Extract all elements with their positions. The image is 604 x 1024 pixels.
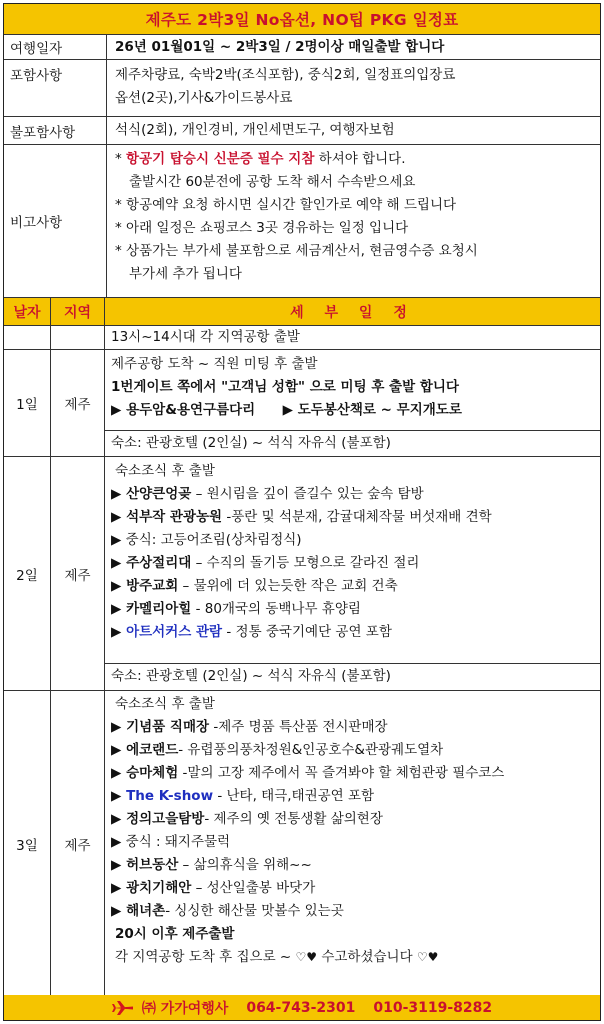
period-value: 26년 01월01일 ~ 2박3일 / 2명이상 매일출발 합니다 xyxy=(115,39,445,55)
day3-item-8-name: ▶ 광치기해안 xyxy=(111,880,192,896)
excluded-row xyxy=(4,117,600,145)
day3-item-5-desc: - 제주의 옛 전통생활 삶의현장 xyxy=(204,811,383,827)
company-name: ㈜ 가가여행사 xyxy=(141,1000,229,1017)
excluded-label: 불포함사항 xyxy=(4,117,107,144)
day3-kshow-line xyxy=(111,785,600,808)
day3-end-text: 각 지역공항 도착 후 집으로 ~ xyxy=(115,949,296,965)
day1-spot-b: ▶ 도두봉산책로 ~ 무지개도로 xyxy=(282,402,462,418)
day2-art-name: 아트서커스 관람 xyxy=(126,624,223,640)
note-2: 출발시간 60분전에 공항 도착 해서 수속받으세요 xyxy=(129,174,416,190)
day3-item-1-desc: -제주 명품 특산품 전시판매장 xyxy=(209,719,388,735)
day3-item-5-name: ▶ 정의고을탐방 xyxy=(111,811,205,827)
note-4: * 아래 일정은 쇼핑코스 3곳 경유하는 일정 입니다 xyxy=(115,220,409,236)
day2-line-1: 숙소조식 후 출발 xyxy=(115,463,215,479)
day3-item-9-desc: - 싱싱한 해산물 맛볼수 있는곳 xyxy=(165,903,344,919)
day3-item-1-name: ▶ 기념품 직매장 xyxy=(111,719,210,735)
note-1-highlight: 항공기 탑승시 신분증 필수 지참 xyxy=(126,151,315,167)
day2-item-3-desc: ▶ 중식: 고등어조림(상차림정식) xyxy=(111,532,302,548)
phone-1: 064-743-2301 xyxy=(246,999,356,1016)
included-row xyxy=(4,60,600,117)
day3-depart: 20시 이후 제주출발 xyxy=(115,926,235,942)
day1-pre: 13시~14시대 각 지역공항 출발 xyxy=(111,329,300,345)
excluded-value: 석식(2회), 개인경비, 개인세면도구, 여행자보험 xyxy=(115,122,395,138)
day3-item-2-desc: - 유렵풍의풍차정원&인공호수&관광궤도열차 xyxy=(178,742,444,758)
day2-item xyxy=(111,506,600,529)
day2-item-2-desc: -풍란 및 석분재, 감귤대체작물 버섯재배 견학 xyxy=(222,509,492,525)
day2-content xyxy=(105,460,600,644)
period-label: 여행일자 xyxy=(4,35,107,59)
day2-item-5-desc: – 물위에 더 있는듯한 작은 교회 건축 xyxy=(178,578,398,594)
day3-label: 3일 xyxy=(4,691,51,996)
day3-item xyxy=(111,831,600,854)
notes-label: 비고사항 xyxy=(4,145,107,297)
day3-end xyxy=(111,946,600,969)
note-5: * 상품가는 부가세 불포함으로 세금계산서, 현금영수증 요청시 xyxy=(115,243,478,259)
day3-row xyxy=(4,691,600,997)
day2-item xyxy=(111,529,600,552)
day2-item-6-desc: - 80개국의 동백나무 휴양림 xyxy=(191,601,361,617)
footer-contact xyxy=(4,995,600,1020)
day3-item xyxy=(111,762,600,785)
day2-label: 2일 xyxy=(4,457,51,690)
day3-end-thanks: 수고하셨습니다 xyxy=(317,949,417,965)
day3-item xyxy=(111,716,600,739)
note-3: * 항공예약 요청 하시면 실시간 할인가로 예약 해 드립니다 xyxy=(115,197,457,213)
included-line-1: 제주차량료, 숙박2박(조식포함), 중식2회, 일정표의입장료 xyxy=(115,67,456,83)
day2-item-4-name: ▶ 주상절리대 xyxy=(111,555,192,571)
day3-kshow-arrow: ▶ xyxy=(111,788,127,804)
itinerary-sheet xyxy=(3,3,601,1021)
day3-item xyxy=(111,900,600,923)
day3-line-1: 숙소조식 후 출발 xyxy=(115,696,215,712)
day3-region: 제주 xyxy=(51,691,105,996)
heart-icon: ♡♥ xyxy=(416,950,439,964)
day3-item xyxy=(111,808,600,831)
heart-icon: ♡♥ xyxy=(295,950,318,964)
header-region: 지역 xyxy=(51,298,105,325)
period-row xyxy=(4,35,600,60)
day2-art-arrow: ▶ xyxy=(111,624,127,640)
phone-2: 010-3119-8282 xyxy=(373,999,493,1016)
day3-item-7-name: ▶ 허브동산 xyxy=(111,857,179,873)
header-detail: 세 부 일 정 xyxy=(290,304,415,321)
pre-day-cell xyxy=(4,326,51,349)
day3-item-9-name: ▶ 해녀촌 xyxy=(111,903,166,919)
day2-row xyxy=(4,457,600,691)
included-line-2: 옵션(2곳),기사&가이드봉사료 xyxy=(115,90,293,106)
day2-art-desc: - 정통 중국기예단 공연 포함 xyxy=(222,624,392,640)
day2-item-2-name: ▶ 석부작 관광농원 xyxy=(111,509,223,525)
day3-item xyxy=(111,739,600,762)
note-1 xyxy=(115,148,600,171)
day2-item xyxy=(111,483,600,506)
day3-item xyxy=(111,854,600,877)
pre-departure-row xyxy=(4,326,600,350)
day1-region: 제주 xyxy=(51,350,105,456)
header-day: 날자 xyxy=(4,298,51,325)
day2-item xyxy=(111,598,600,621)
included-content xyxy=(107,60,600,116)
day3-item-6-desc: ▶ 중식 : 돼지주물럭 xyxy=(111,834,231,850)
pre-region-cell xyxy=(51,326,105,349)
note-1-rest: 하셔야 합니다. xyxy=(314,151,406,167)
note-6: 부가세 추가 됩니다 xyxy=(129,266,242,282)
day2-item-1-desc: – 원시림을 깊이 즐길수 있는 숲속 탐방 xyxy=(191,486,424,502)
day3-item xyxy=(111,877,600,900)
day3-item-2-name: ▶ 에코랜드 xyxy=(111,742,179,758)
day3-kshow-name: The K-show xyxy=(126,788,214,804)
day2-item-5-name: ▶ 방주교회 xyxy=(111,578,179,594)
airplane-icon xyxy=(112,1000,134,1016)
day2-item xyxy=(111,575,600,598)
day1-row xyxy=(4,350,600,457)
day3-content xyxy=(105,693,600,969)
day1-line-3 xyxy=(111,399,600,422)
day2-item xyxy=(111,552,600,575)
day2-item-1-name: ▶ 산양큰엉곶 xyxy=(111,486,192,502)
day3-item-3-name: ▶ 승마체험 xyxy=(111,765,179,781)
day3-kshow-desc: - 난타, 태극,태권공연 포함 xyxy=(213,788,375,804)
notes-row xyxy=(4,145,600,298)
page-title: 제주도 2박3일 No옵션, NO팁 PKG 일정표 xyxy=(4,4,600,35)
day2-region: 제주 xyxy=(51,457,105,690)
day2-stay: 숙소: 관광호텔 (2인실) ~ 석식 자유식 (불포함) xyxy=(105,663,600,690)
day2-art-line xyxy=(111,621,600,644)
day3-item-3-desc: -말의 고장 제주에서 꼭 즐겨봐야 할 체험관광 필수코스 xyxy=(178,765,505,781)
schedule-header xyxy=(4,298,600,326)
day1-spot-a: ▶ 용두암&용연구름다리 xyxy=(111,402,256,418)
day1-line-1: 제주공항 도착 ~ 직원 미팅 후 출발 xyxy=(111,356,318,372)
day1-stay: 숙소: 관광호텔 (2인실) ~ 석식 자유식 (불포함) xyxy=(105,430,600,456)
day2-item-4-desc: – 수직의 돌기등 모형으로 갈라진 절리 xyxy=(191,555,420,571)
day1-label: 1일 xyxy=(4,350,51,456)
day2-item-6-name: ▶ 카멜리아힐 xyxy=(111,601,192,617)
included-label: 포함사항 xyxy=(4,60,107,116)
day1-content xyxy=(105,353,600,422)
notes-content xyxy=(107,145,600,297)
day3-item-8-desc: – 성산일출봉 바닷가 xyxy=(191,880,316,896)
day1-line-2: 1번게이트 쪽에서 "고객님 성함" 으로 미팅 후 출발 합니다 xyxy=(111,379,459,395)
day3-item-7-desc: – 삶의휴식을 위해~~ xyxy=(178,857,312,873)
note-1-star: * xyxy=(115,151,127,167)
